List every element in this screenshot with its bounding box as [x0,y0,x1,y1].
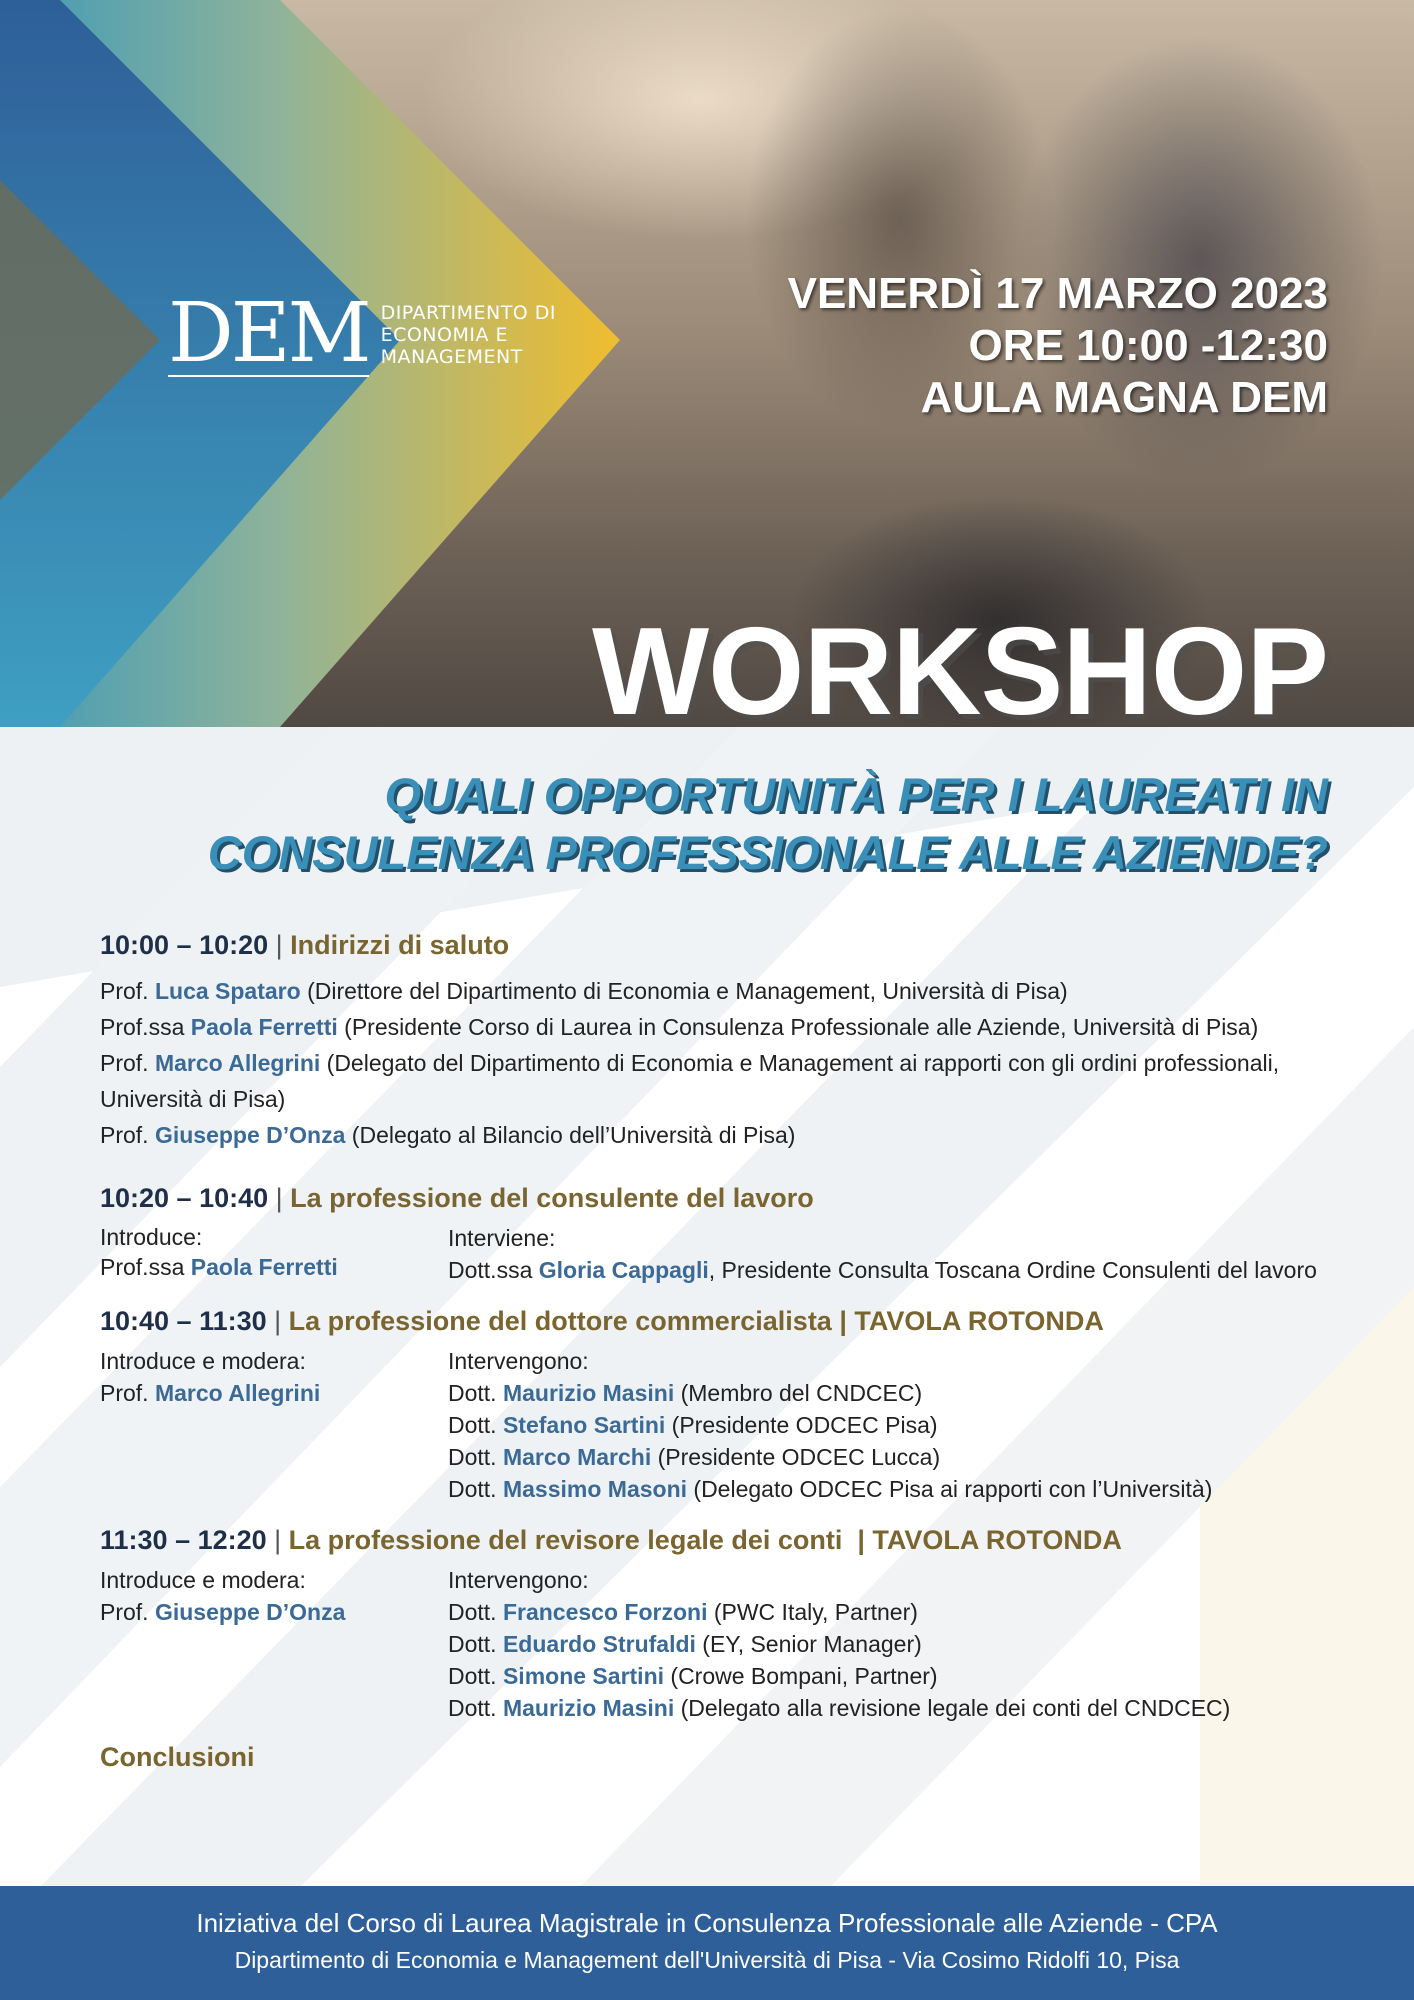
moderator-label: Introduce e modera: [100,1567,306,1593]
speaker-title: Dott. [448,1695,503,1721]
speaker-title: Prof. [100,1050,155,1076]
slot-time: 10:40 – 11:30 [100,1306,267,1336]
moderator-name: Paola Ferretti [190,1254,338,1280]
dem-logo-line: MANAGEMENT [380,346,523,368]
speaker-role: (Membro del CNDCEC) [674,1380,923,1406]
moderator-name: Marco Allegrini [154,1380,321,1406]
slot-topic: La professione del revisore legale dei conti | TAVOLA ROTONDA [288,1525,1122,1555]
conclusioni-heading: Conclusioni [100,1742,255,1772]
event-info [788,268,1328,424]
workshop-subtitle [88,766,1328,882]
moderator-block [100,1222,448,1286]
speaker-role: (Delegato ODCEC Pisa ai rapporti con l’Università) [687,1476,1213,1502]
slot-time: 10:00 – 10:20 [100,930,269,960]
slot-details [100,1222,1330,1286]
moderator-block [100,1564,448,1724]
event-time: ORE 10:00 -12:30 [968,321,1328,370]
speaker-name: Marco Marchi [502,1444,652,1470]
speaker-line [448,1377,1330,1409]
moderator-name: Giuseppe D’Onza [154,1599,346,1625]
speaker-title: Prof. [100,1122,155,1148]
slot-topic: La professione del dottore commercialista | TAVOLA ROTONDA [288,1306,1104,1336]
speaker-line [448,1409,1330,1441]
dem-logo-line: DIPARTIMENTO DI [380,302,557,324]
slot-heading [100,1183,1330,1214]
moderator-title: Prof. [100,1380,155,1406]
event-place: AULA MAGNA DEM [920,373,1328,422]
slot-separator: | [266,1306,289,1336]
speaker-name: Gloria Cappagli [538,1257,709,1283]
moderator-label: Introduce e modera: [100,1348,306,1374]
speaker-title: Dott. [448,1412,503,1438]
moderator-label: Introduce: [100,1224,203,1250]
slot-topic: La professione del consulente del lavoro [290,1183,814,1213]
speaker-line [448,1692,1330,1724]
speaker-role: , Presidente Consulta Toscana Ordine Consulenti del lavoro [708,1257,1317,1283]
speaker-line [448,1628,1330,1660]
speaker-line [448,1441,1330,1473]
speaker-line [100,1009,1330,1045]
speaker-role: (Presidente ODCEC Pisa) [665,1412,938,1438]
speaker-role: (Direttore del Dipartimento di Economia e Management, Università di Pisa) [300,978,1068,1004]
speaker-line [448,1473,1330,1505]
speakers-block [448,1222,1330,1286]
slot-time: 10:20 – 10:40 [100,1183,269,1213]
subtitle-line: CONSULENZA PROFESSIONALE ALLE AZIENDE? [207,826,1328,879]
moderator-title: Prof. [100,1599,155,1625]
moderator-block [100,1345,448,1505]
speaker-name: Maurizio Masini [502,1380,675,1406]
slot-heading [100,1525,1330,1556]
slot-separator: | [268,1183,291,1213]
speaker-title: Dott. [448,1476,503,1502]
dem-logo-mark: DEM [168,286,369,381]
speaker-name: Eduardo Strufaldi [502,1631,696,1657]
footer-line-2: Dipartimento di Economia e Management dell'Università di Pisa - Via Cosimo Ridolfi 10, Pisa [234,1947,1180,1973]
speaker-title: Dott. [448,1663,503,1689]
slot-topic: Indirizzi di saluto [290,930,510,960]
slot-speakers [100,973,1330,1153]
speaker-line [100,973,1330,1009]
speaker-name: Massimo Masoni [502,1476,688,1502]
dem-logo-line: ECONOMIA E [380,324,509,346]
speaker-title: Dott. [448,1380,503,1406]
speaker-line [448,1596,1330,1628]
speaker-name: Giuseppe D’Onza [154,1122,346,1148]
footer-line-1: Iniziativa del Corso di Laurea Magistrale in Consulenza Professionale alle Aziende - CPA [196,1908,1218,1938]
speaker-title: Prof.ssa [100,1014,191,1040]
speakers-block [448,1564,1330,1724]
dem-logo-text [381,302,556,368]
dem-logo [168,286,557,381]
speakers-label: Interviene: [448,1225,556,1251]
moderator-line [100,1596,448,1628]
speakers-label: Intervengono: [448,1567,589,1593]
moderator-line [100,1377,448,1409]
hero-banner [0,0,1414,727]
speaker-line [448,1660,1330,1692]
slot-separator: | [266,1525,289,1555]
slot-heading [100,1306,1330,1337]
speaker-line [448,1254,1330,1286]
speaker-name: Luca Spataro [154,978,301,1004]
speakers-label: Intervengono: [448,1348,589,1374]
speaker-title: Dott.ssa [448,1257,539,1283]
speaker-name: Simone Sartini [502,1663,665,1689]
speaker-role: (Crowe Bompani, Partner) [664,1663,938,1689]
program [100,930,1330,1773]
subtitle-line: QUALI OPPORTUNITÀ PER I LAUREATI IN [384,768,1328,821]
speaker-name: Stefano Sartini [502,1412,666,1438]
speaker-role: (Delegato del Dipartimento di Economia e Management ai rapporti con gli ordini professionali, Università di Pisa) [100,1050,1280,1112]
speaker-name: Francesco Forzoni [502,1599,708,1625]
speaker-title: Dott. [448,1631,503,1657]
slot-heading [100,930,1330,961]
moderator-line [100,1252,448,1282]
speaker-role: (PWC Italy, Partner) [707,1599,918,1625]
workshop-title: WORKSHOP [592,603,1328,727]
slot-details [100,1345,1330,1505]
speaker-role: (Delegato alla revisione legale dei conti del CNDCEC) [674,1695,1231,1721]
speaker-line [100,1117,1330,1153]
speaker-role: (Delegato al Bilancio dell’Università di Pisa) [345,1122,796,1148]
speaker-title: Prof. [100,978,155,1004]
speaker-name: Marco Allegrini [154,1050,321,1076]
slot-details [100,1564,1330,1724]
event-date: VENERDÌ 17 MARZO 2023 [787,269,1328,318]
speaker-role: (EY, Senior Manager) [695,1631,922,1657]
speaker-line [100,1045,1330,1117]
speaker-role: (Presidente ODCEC Lucca) [651,1444,941,1470]
moderator-title: Prof.ssa [100,1254,191,1280]
speaker-name: Maurizio Masini [502,1695,675,1721]
speaker-role: (Presidente Corso di Laurea in Consulenza Professionale alle Aziende, Università di Pisa) [337,1014,1259,1040]
slot-separator: | [268,930,291,960]
slot-time: 11:30 – 12:20 [100,1525,267,1555]
speaker-title: Dott. [448,1444,503,1470]
speakers-block [448,1345,1330,1505]
speaker-title: Dott. [448,1599,503,1625]
footer [0,1886,1414,2000]
speaker-name: Paola Ferretti [190,1014,338,1040]
